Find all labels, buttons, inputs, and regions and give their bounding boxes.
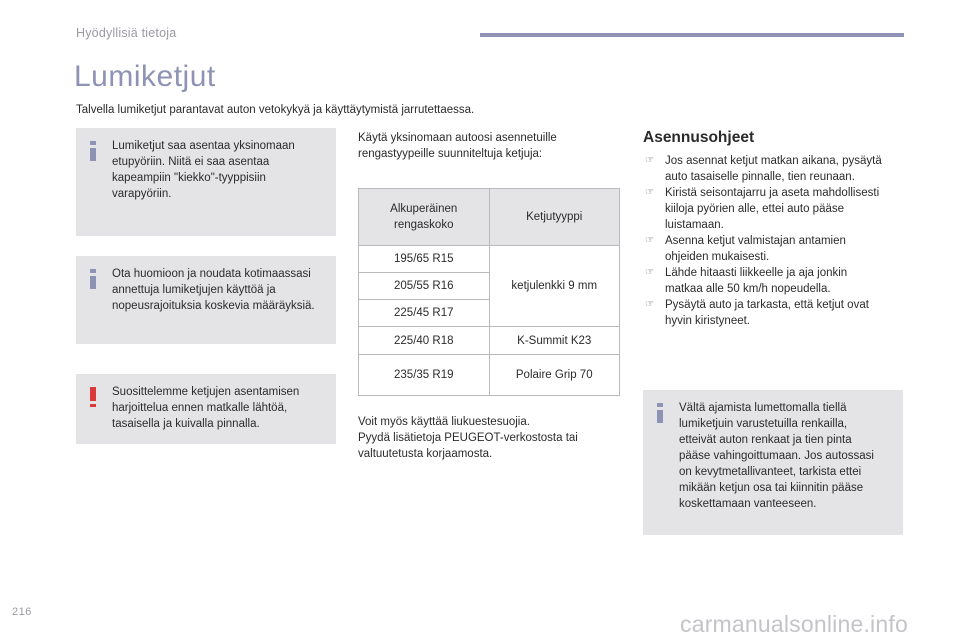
instruction-item — [643, 153, 905, 185]
warning-note-practice — [76, 374, 336, 444]
note-line: Vältä ajamista lumettomalla tiellä — [679, 402, 847, 414]
page-number: 216 — [12, 606, 32, 618]
header-line: rengaskoko — [394, 219, 454, 231]
text-line: Asenna ketjut valmistajan antamien — [665, 235, 846, 247]
chain-usage-intro — [358, 130, 620, 162]
instructions-title: Asennusohjeet — [643, 129, 755, 146]
text-line: Käytä yksinomaan autoosi asennetuille — [358, 132, 557, 144]
note-line: kapeampiin "kiekko"-tyyppisiin — [112, 172, 266, 184]
section-label: Hyödyllisiä tietoja — [76, 26, 177, 40]
warning-icon — [90, 387, 96, 407]
middle-footer-text — [358, 414, 620, 462]
note-line: Lumiketjut saa asentaa yksinomaan — [112, 140, 295, 152]
watermark: carmanualsonline.info — [680, 611, 908, 637]
info-note-snowless-road — [643, 390, 903, 535]
note-line: etteivät auton renkaat ja tien pinta — [679, 434, 852, 446]
note-line: on kevytmetallivanteet, tarkista ettei — [679, 466, 862, 478]
tire-size-cell: 225/40 R18 — [359, 327, 490, 355]
text-line: Kiristä seisontajarru ja aseta mahdollisesti — [665, 187, 880, 199]
note-line: etupyöriin. Niitä ei saa asentaa — [112, 156, 270, 168]
text-line: rengastyypeille suunniteltuja ketjuja: — [358, 148, 543, 160]
info-icon — [90, 141, 96, 161]
page-title: Lumiketjut — [74, 60, 216, 93]
text-line: Jos asennat ketjut matkan aikana, pysäytä — [665, 155, 882, 167]
note-line: Suosittelemme ketjujen asentamisen — [112, 386, 300, 398]
text-line: kiiloja pyörien alle, ettei auto pääse — [665, 203, 845, 215]
tire-size-cell: 225/45 R17 — [359, 300, 490, 327]
chain-type-cell: ketjulenkki 9 mm — [489, 246, 620, 327]
instruction-item — [643, 265, 905, 297]
note-line: pääse vahingoittumaan. Jos autossasi — [679, 450, 874, 462]
header-bar — [480, 33, 904, 37]
header-chain-type: Ketjutyyppi — [489, 189, 620, 246]
text-line: ohjeiden mukaisesti. — [665, 251, 770, 263]
note-line: harjoittelua ennen matkalle lähtöä, — [112, 402, 288, 414]
note-line: tasaisella ja kuivalla pinnalla. — [112, 418, 260, 430]
note-line: mikään ketjun osa tai kiinnitin pääse — [679, 482, 864, 494]
header-line: Alkuperäinen — [390, 203, 458, 215]
text-line: matkaa alle 50 km/h nopeudella. — [665, 283, 831, 295]
text-line: Lähde hitaasti liikkeelle ja aja jonkin — [665, 267, 848, 279]
instruction-item — [643, 297, 905, 329]
instruction-item — [643, 185, 905, 233]
note-line: annettuja lumiketjujen käyttöä ja — [112, 284, 276, 296]
chain-type-cell: Polaire Grip 70 — [489, 355, 620, 396]
info-note-regulations — [76, 256, 336, 344]
arrow-bullet-icon: ☞ — [645, 235, 654, 246]
instructions-list — [643, 153, 905, 329]
text-line: Voit myös käyttää liukuestesuojia. — [358, 416, 530, 428]
note-line: varapyöriin. — [112, 188, 172, 200]
arrow-bullet-icon: ☞ — [645, 299, 654, 310]
chain-type-cell: K-Summit K23 — [489, 327, 620, 355]
arrow-bullet-icon: ☞ — [645, 267, 654, 278]
text-line: auto tasaiselle pinnalle, tien reunaan. — [665, 171, 855, 183]
intro-text: Talvella lumiketjut parantavat auton vetokykyä ja käyttäytymistä jarrutettaessa. — [76, 104, 475, 116]
text-line: valtuutetusta korjaamosta. — [358, 448, 493, 460]
text-line: hyvin kiristyneet. — [665, 315, 751, 327]
info-icon — [657, 403, 663, 423]
tire-chain-table — [358, 188, 620, 396]
tire-size-cell: 205/55 R16 — [359, 273, 490, 300]
arrow-bullet-icon: ☞ — [645, 155, 654, 166]
tire-size-cell: 235/35 R19 — [359, 355, 490, 396]
note-line: nopeusrajoituksia koskevia määräyksiä. — [112, 300, 315, 312]
arrow-bullet-icon: ☞ — [645, 187, 654, 198]
text-line: Pysäytä auto ja tarkasta, että ketjut ovat — [665, 299, 869, 311]
tire-size-cell: 195/65 R15 — [359, 246, 490, 273]
note-line: koskettamaan vanteeseen. — [679, 498, 817, 510]
info-note-front-wheels — [76, 128, 336, 236]
note-line: lumiketjuin varustetuilla renkailla, — [679, 418, 848, 430]
text-line: Pyydä lisätietoja PEUGEOT-verkostosta tai — [358, 432, 578, 444]
header-tire-size — [359, 189, 490, 246]
info-icon — [90, 269, 96, 289]
instruction-item — [643, 233, 905, 265]
note-line: Ota huomioon ja noudata kotimaassasi — [112, 268, 311, 280]
text-line: luistamaan. — [665, 219, 724, 231]
